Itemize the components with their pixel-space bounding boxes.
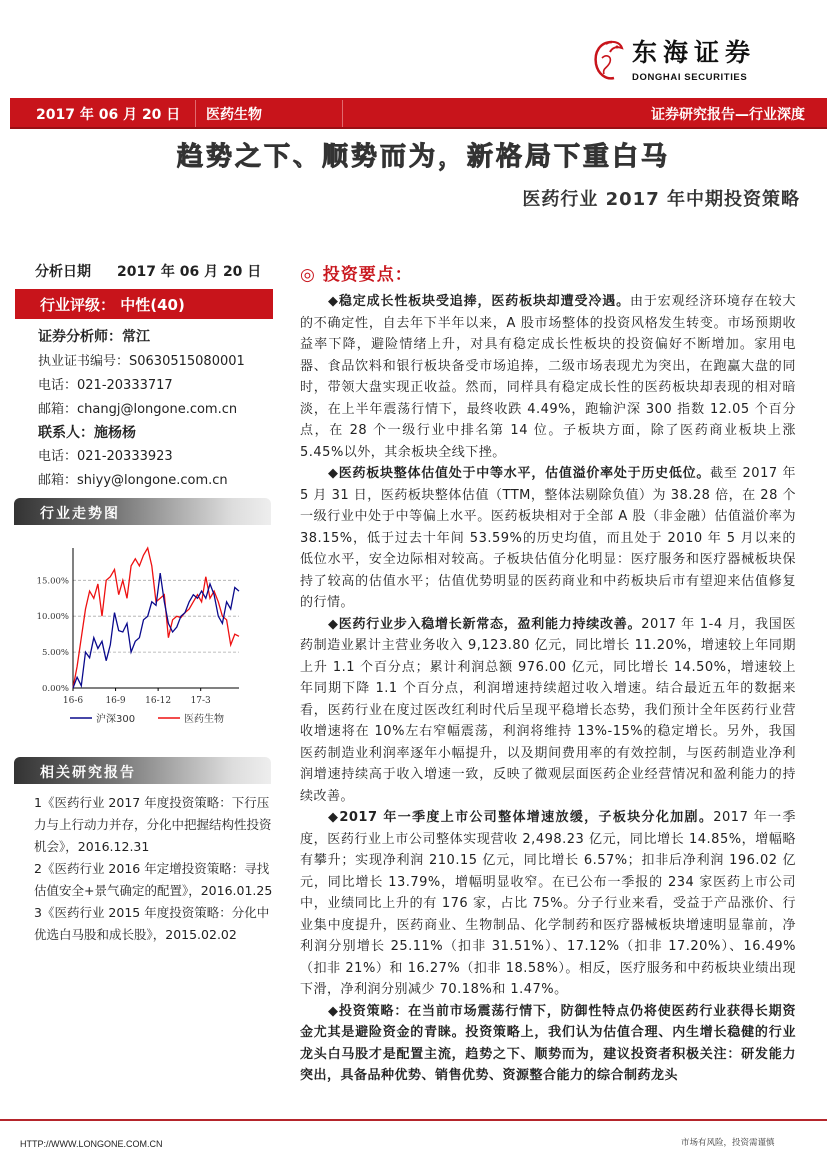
legend-label: 医药生物 (184, 714, 224, 725)
industry-rating: 行业评级： 中性(40) (15, 289, 273, 319)
divider (195, 100, 196, 127)
logo-chinese-name: 东海证券 (632, 38, 757, 67)
banner-date: 2017 年 06 月 20 日 (36, 107, 181, 123)
key-point-text: 2017 年 1-4 月，我国医药制造业累计主营业务收入 9,123.80 亿元，同比增长 11.20%，增速较上年同期上升 1.1 个百分点；累计利润总额 976.00 亿元，同比增长 14.50%，增速较上年同期下降 1.1 个百分点，利润增速持续超过收入增速。结合最近五年的数据来看，医药行业在度过医改红利时代后呈现平稳增长态势，我们预计全年医药行业营收增速将在 10%左右窄幅震荡，利润将维持 13%-15%的稳定增长。另外，我国医药制造业利润率逐年小幅提升，以及期间费用率的有效控制，与医药制造业净利润增速持续高于收入增速一致，反映了微观层面医药企业经营情况和盈利能力的持续改善。 (300, 616, 797, 804)
analyst-license: 执业证书编号：S0630515080001 (38, 354, 245, 369)
key-point-text: 2017 年一季度，医药行业上市公司整体实现营收 2,498.23 亿元，同比增长 14.85%，增幅略有攀升；实现净利润 210.15 亿元，同比增长 6.57%；扣非后净利润 196.02 亿元，同比增长 13.79%，增幅明显收窄。在已公布一季报的 234 家医药上市公司中，业绩同比上升的有 176 家，占比 75%。分子行业来看，受益于产品涨价、行业集中度提升，医药商业、生物制品、化学制药和医疗器械板块增速明显靠前，净利润分别增长 25.11%（扣非 31.51%）、17.12%（扣非 17.20%）、16.49%（扣非 21%）和 16.27%（扣非 18.58%）。相反，医疗服务和中药板块业绩出现下滑，净利润分别减少 70.18%和 1.47%。 (300, 810, 796, 997)
related-report-item[interactable]: 3《医药行业 2015 年度投资策略：分化中优选白马股和成长股》，2015.02.02 (34, 905, 270, 942)
footer-divider (0, 1119, 827, 1121)
industry-trend-chart (20, 530, 275, 745)
analyst-name: 证券分析师：常江 (38, 329, 150, 345)
footer-url[interactable]: HTTP://WWW.LONGONE.COM.CN (20, 1139, 163, 1149)
key-point-text: 截至 2017 年 5 月 31 日，医药板块整体估值（TTM，整体法剔除负值）为 38.28 倍，在 28 个一级行业中处于中等偏上水平。医药板块相对于全部 A 股（非金融）估值溢价率为 38.15%，低于过去十年间 53.59%的历史均值，而且处于 2010 年 5 月以来的低位水平，安全边际相对较高。子板块估值分化明显：医疗服务和医疗器械板块保持了较高的估值水平；估值优势明显的医药商业和中药板块后市有望迎来估值修复的行情。 (300, 466, 796, 610)
report-subtitle: 医药行业 2017 年中期投资策略 (522, 189, 800, 210)
x-tick-label: 16-6 (62, 696, 84, 706)
related-reports-heading: 相关研究报告 (14, 757, 271, 784)
key-point-lead: ◆稳定成长性板块受追捧，医药板块却遭受冷遇。 (328, 294, 630, 309)
analysis-date: 2017 年 06 月 20 日 (117, 264, 262, 280)
y-tick-label: 0.00% (41, 684, 69, 694)
analysis-date-row (35, 263, 261, 281)
key-point-lead: ◆医药板块整体估值处于中等水平，估值溢价率处于历史低位。 (328, 466, 711, 481)
related-report-item[interactable]: 2《医药行业 2016 年定增投资策略：寻找估值安全+景气确定的配置》，2016.01.25 (34, 861, 273, 898)
trend-chart-heading: 行业走势图 (14, 498, 271, 525)
analysis-date-label: 分析日期 (35, 264, 91, 280)
key-points-body (300, 291, 796, 1087)
key-point-paragraph (300, 291, 796, 463)
divider (342, 100, 343, 127)
y-tick-label: 10.00% (36, 612, 69, 623)
key-point-paragraph (300, 614, 796, 808)
key-point-lead: ◆投资策略：在当前市场震荡行情下，防御性特点仍将使医药行业获得长期资金尤其是避险资金的青睐。投资策略上，我们认为估值合理、内生增长稳健的行业龙头白马股才是配置主流，趋势之下、顺势而为，建议投资者积极关注：研发能力突出，具备品种优势、销售优势、资源整合能力的综合制药龙头 (300, 1003, 796, 1083)
key-point-paragraph (300, 807, 796, 1001)
donghai-logo-icon (592, 38, 626, 82)
legend-label: 沪深300 (96, 714, 136, 725)
key-point-paragraph (300, 1001, 796, 1087)
y-tick-label: 5.00% (41, 648, 69, 659)
report-title: 趋势之下、顺势而为，新格局下重白马 (176, 142, 670, 172)
x-tick-label: 16-12 (145, 696, 172, 706)
key-point-lead: ◆医药行业步入稳增长新常态，盈利能力持续改善。 (328, 616, 642, 632)
key-point-lead: ◆2017 年一季度上市公司整体增速放缓，子板块分化加剧。 (328, 810, 714, 825)
contact-name: 联系人：施杨杨 (38, 425, 136, 441)
y-tick-label: 15.00% (36, 576, 69, 587)
banner-sector: 医药生物 (206, 107, 262, 123)
x-tick-label: 17-3 (190, 696, 211, 706)
footer-risk-notice: 市场有风险，投资需谨慎 (681, 1138, 775, 1148)
analyst-email[interactable]: 邮箱：changj@longone.com.cn (38, 402, 238, 417)
related-report-item[interactable]: 1《医药行业 2017 年度投资策略：下行压力与上行动力并存，分化中把握结构性投资机会》，2016.12.31 (34, 795, 272, 854)
contact-phone: 电话：021-20333923 (38, 449, 173, 464)
x-tick-label: 16-9 (105, 696, 126, 706)
key-point-text: 由于宏观经济环境存在较大的不确定性，自去年下半年以来，A 股市场整体的投资风格发生转变。市场预期收益率下降，避险情绪上升，对具有稳定成长性板块的投资偏好不断增加。家用电器、食品饮料和银行板块备受市场追捧，二级市场表现尤为突出，在跑赢大盘的同时，带领大盘实现正收益。然而，同样具有稳定成长性的医药板块却表现的相对暗淡，在上半年震荡行情下，最终收跌 4.49%，跑输沪深 300 指数 12.05 个百分点，在 28 个一级行业中排名第 14 位。子板块方面，除了医药商业板块上涨 5.45%以外，其余板块全线下挫。 (300, 294, 796, 460)
report-banner (10, 98, 827, 129)
key-points-heading: ◎ 投资要点： (300, 265, 413, 285)
related-reports-list (34, 792, 274, 946)
logo-english-name: DONGHAI SECURITIES (632, 72, 748, 83)
banner-report-type: 证券研究报告—行业深度 (651, 107, 805, 123)
contact-email[interactable]: 邮箱：shiyy@longone.com.cn (38, 473, 228, 488)
key-point-paragraph (300, 463, 796, 614)
series-line-pharma (73, 548, 239, 688)
analyst-phone: 电话：021-20333717 (38, 378, 173, 393)
